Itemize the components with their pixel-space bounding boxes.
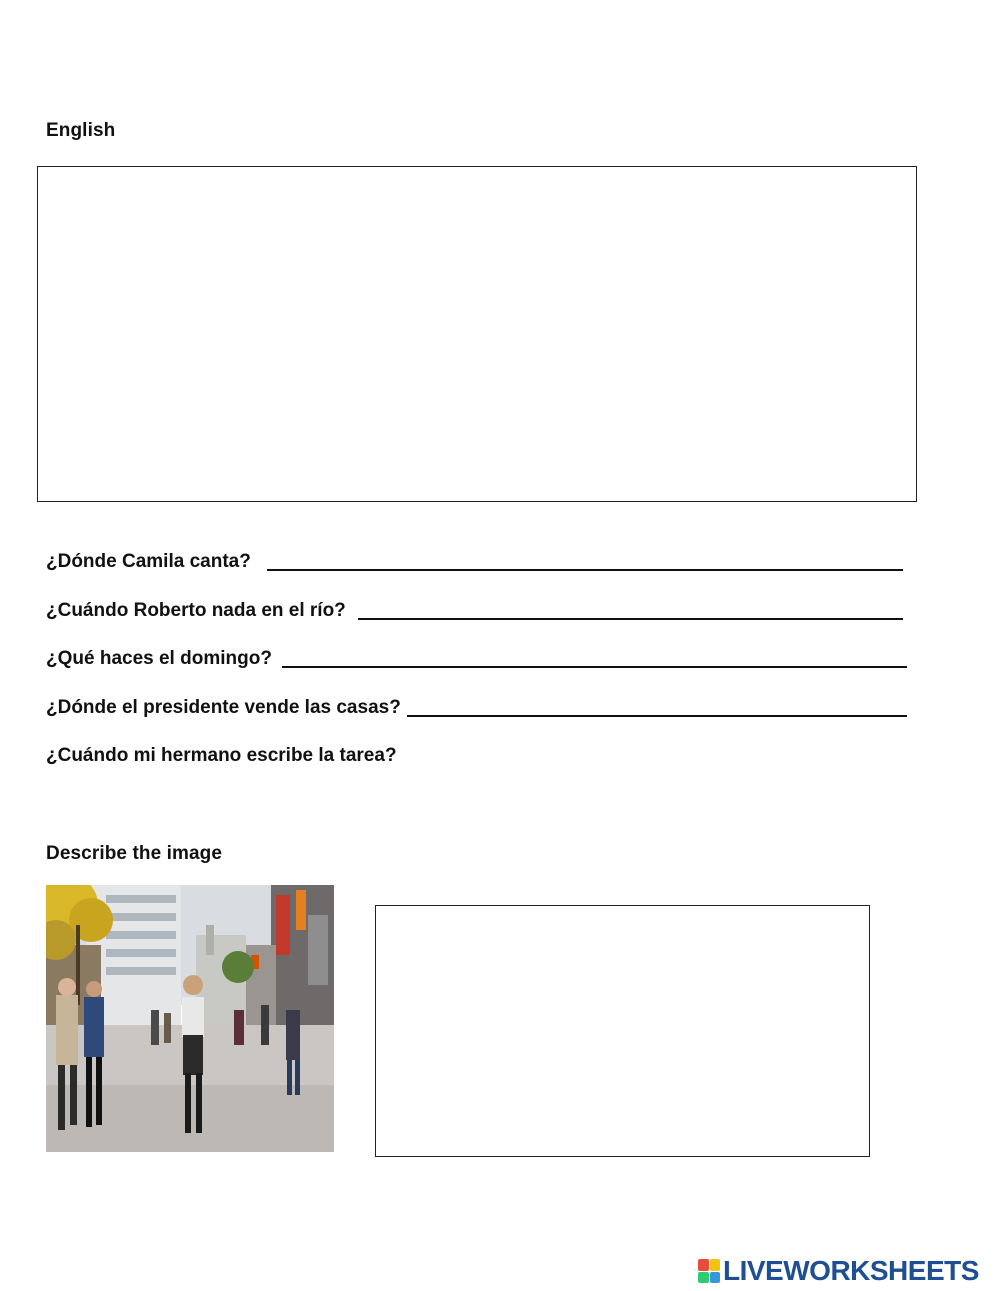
question-text-3: ¿Qué haces el domingo? <box>46 648 272 669</box>
answer-input-3[interactable] <box>288 642 912 666</box>
description-answer-box[interactable] <box>375 905 870 1157</box>
question-text-1: ¿Dónde Camila canta? <box>46 551 251 572</box>
liveworksheets-badge-icon <box>698 1259 720 1283</box>
question-text-2: ¿Cuándo Roberto nada en el río? <box>46 600 346 621</box>
question-row-5 <box>46 742 397 770</box>
question-row-4 <box>46 694 916 722</box>
question-text-5: ¿Cuándo mi hermano escribe la tarea? <box>46 745 397 766</box>
answer-input-1[interactable] <box>274 545 908 569</box>
brand-name: LIVEWORKSHEETS <box>723 1255 979 1286</box>
question-row-3 <box>46 645 914 673</box>
question-text-4: ¿Dónde el presidente vende las casas? <box>46 697 401 718</box>
describe-heading: Describe the image <box>46 843 223 864</box>
answer-input-4[interactable] <box>416 691 915 715</box>
answer-line-4 <box>407 715 907 717</box>
english-heading: English <box>46 120 116 141</box>
english-answer-box[interactable] <box>37 166 917 502</box>
question-row-1 <box>46 548 910 576</box>
question-row-2 <box>46 597 914 625</box>
answer-line-3 <box>282 666 907 668</box>
answer-line-2 <box>358 618 903 620</box>
answer-line-1 <box>267 569 903 571</box>
street-scene-photo <box>46 885 334 1152</box>
answer-input-2[interactable] <box>368 594 912 618</box>
liveworksheets-logo <box>698 1255 979 1287</box>
